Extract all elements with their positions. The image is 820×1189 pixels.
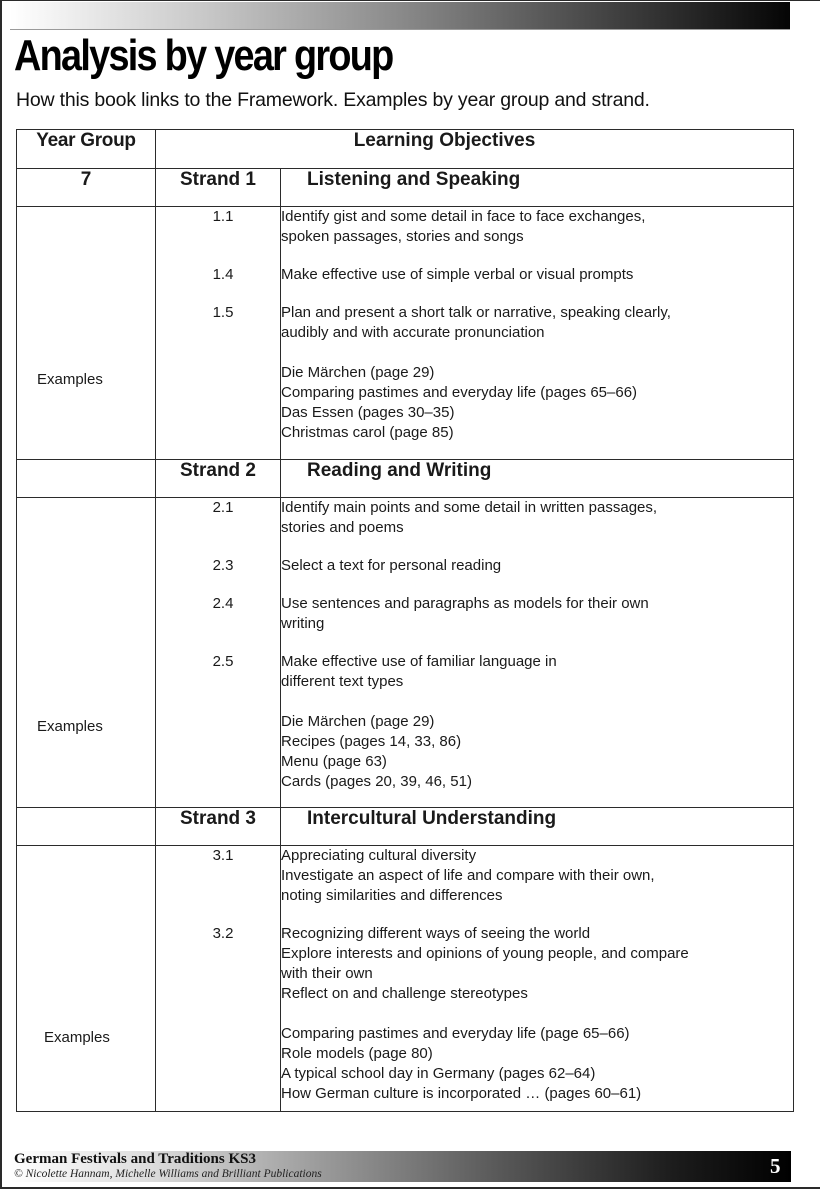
page-title: Analysis by year group [14,31,393,80]
example-item: Das Essen (pages 30–35) [281,404,455,421]
objective-text: Recognizing different ways of seeing the world [281,925,591,942]
objective-item [281,207,793,247]
objective-item [281,265,793,285]
strand-name: Strand 1 [156,169,281,207]
example-item: Role models (page 80) [281,1045,433,1062]
examples-label-cell [17,846,156,1112]
strand-body-row [17,207,794,460]
footer-copyright: © Nicolette Hannam, Michelle Williams and Brilliant Publications [14,1168,322,1180]
objective-code: 3.2 [212,925,234,942]
objective-item [281,303,793,343]
objective-code: 3.1 [212,847,234,864]
examples-label: Examples [37,718,103,735]
objective-codes-cell [156,846,281,1112]
year-cell [17,460,156,498]
strand-body-row [17,846,794,1112]
objective-text: Select a text for personal reading [281,557,502,574]
examples-list [281,1024,793,1104]
page-number: 5 [770,1154,781,1178]
example-item: Christmas carol (page 85) [281,424,454,441]
objective-code: 1.1 [212,208,234,225]
example-item: Comparing pastimes and everyday life (page 65–66) [281,1025,630,1042]
objective-text: audibly and with accurate pronunciation [281,324,545,341]
footer-book-title: German Festivals and Traditions KS3 [14,1151,256,1167]
objectives-table [16,129,794,1112]
table-header-row [17,130,794,169]
objective-text: writing [281,615,325,632]
example-item: Cards (pages 20, 39, 46, 51) [281,773,472,790]
objective-item [281,556,793,576]
objective-text: Make effective use of familiar language in [281,653,557,670]
year-cell: 7 [17,169,156,207]
objectives-cell [281,498,794,808]
objective-text: Make effective use of simple verbal or visual prompts [281,266,634,283]
objective-code: 2.5 [212,653,234,670]
objectives-cell [281,207,794,460]
strand-title: Intercultural Understanding [281,808,794,846]
learning-objectives-header: Learning Objectives [156,130,794,169]
objectives-cell [281,846,794,1112]
examples-label: Examples [44,1029,110,1046]
objective-item [281,498,793,538]
examples-label: Examples [37,371,103,388]
example-item: Die Märchen (page 29) [281,364,435,381]
objective-text: different text types [281,673,404,690]
example-item: Menu (page 63) [281,753,387,770]
objective-text: Identify main points and some detail in written passages, [281,499,658,516]
example-item: A typical school day in Germany (pages 62–64) [281,1065,596,1082]
objective-codes-cell [156,207,281,460]
strand-title: Reading and Writing [281,460,794,498]
strand-row [17,460,794,498]
objective-text: Identify gist and some detail in face to face exchanges, [281,208,646,225]
strand-row [17,169,794,207]
objective-text: noting similarities and differences [281,887,503,904]
year-cell [17,808,156,846]
objective-text: spoken passages, stories and songs [281,228,524,245]
objective-codes-cell [156,498,281,808]
objective-item [281,924,793,1004]
objective-text: Reflect on and challenge stereotypes [281,985,528,1002]
page-subtitle: How this book links to the Framework. Examples by year group and strand. [16,89,650,111]
objective-text: stories and poems [281,519,404,536]
strand-name: Strand 3 [156,808,281,846]
strand-title: Listening and Speaking [281,169,794,207]
strand-row [17,808,794,846]
objective-code: 2.1 [212,499,234,516]
objective-item [281,652,793,692]
year-group-header: Year Group [17,130,156,169]
objective-code: 2.3 [212,557,234,574]
objective-text: Appreciating cultural diversity [281,847,477,864]
objective-text: Investigate an aspect of life and compare with their own, [281,867,655,884]
objective-text: Explore interests and opinions of young people, and compare [281,945,689,962]
examples-list [281,712,793,792]
objective-item [281,594,793,634]
objective-text: Use sentences and paragraphs as models for their own [281,595,649,612]
examples-list [281,363,793,443]
objective-text: with their own [281,965,373,982]
example-item: Recipes (pages 14, 33, 86) [281,733,462,750]
examples-label-cell [17,498,156,808]
objective-code: 1.4 [212,266,234,283]
examples-label-cell [17,207,156,460]
objective-item [281,846,793,906]
example-item: How German culture is incorporated … (pages 60–61) [281,1085,642,1102]
strand-body-row [17,498,794,808]
objective-code: 1.5 [212,304,234,321]
objective-text: Plan and present a short talk or narrative, speaking clearly, [281,304,671,321]
example-item: Comparing pastimes and everyday life (pages 65–66) [281,384,638,401]
strand-name: Strand 2 [156,460,281,498]
header-gradient-band [10,2,790,30]
example-item: Die Märchen (page 29) [281,713,435,730]
objective-code: 2.4 [212,595,234,612]
